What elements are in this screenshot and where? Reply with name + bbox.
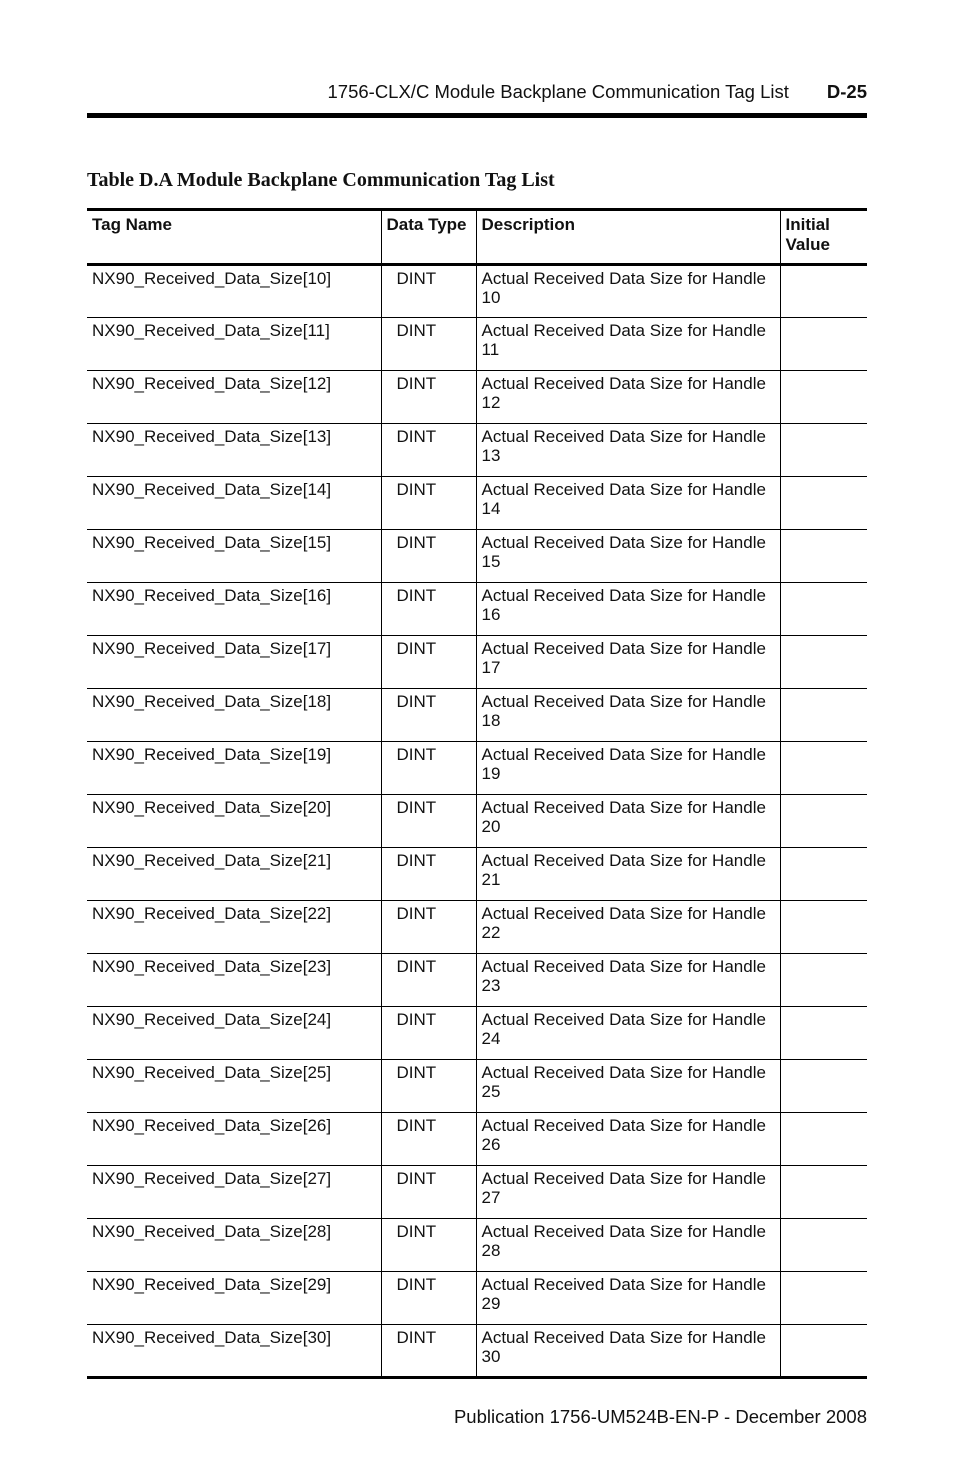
description-cell: Actual Received Data Size for Handle 11 <box>476 318 780 371</box>
initial-value-cell <box>780 530 867 583</box>
tag-name-cell: NX90_Received_Data_Size[16] <box>87 583 381 636</box>
header-title: 1756-CLX/C Module Backplane Communication Tag List <box>327 81 789 102</box>
table-body <box>87 265 867 1378</box>
tag-name-cell: NX90_Received_Data_Size[19] <box>87 742 381 795</box>
tag-name-cell: NX90_Received_Data_Size[13] <box>87 424 381 477</box>
table-caption: Table D.A Module Backplane Communication Tag List <box>87 169 555 191</box>
tag-name-cell: NX90_Received_Data_Size[14] <box>87 477 381 530</box>
data-type-cell: DINT <box>381 742 476 795</box>
data-type-cell: DINT <box>381 371 476 424</box>
tag-name-cell: NX90_Received_Data_Size[29] <box>87 1272 381 1325</box>
data-type-cell: DINT <box>381 1325 476 1378</box>
header-rule <box>87 113 867 118</box>
description-cell: Actual Received Data Size for Handle 26 <box>476 1113 780 1166</box>
data-type-cell: DINT <box>381 477 476 530</box>
description-cell: Actual Received Data Size for Handle 15 <box>476 530 780 583</box>
table-header-row <box>87 210 867 265</box>
tag-name-cell: NX90_Received_Data_Size[15] <box>87 530 381 583</box>
initial-value-cell <box>780 742 867 795</box>
table-row <box>87 318 867 371</box>
tag-name-cell: NX90_Received_Data_Size[27] <box>87 1166 381 1219</box>
initial-value-cell <box>780 371 867 424</box>
data-type-cell: DINT <box>381 530 476 583</box>
initial-value-cell <box>780 1113 867 1166</box>
description-cell: Actual Received Data Size for Handle 12 <box>476 371 780 424</box>
description-cell: Actual Received Data Size for Handle 14 <box>476 477 780 530</box>
page-number: D-25 <box>826 81 867 102</box>
table-row <box>87 1113 867 1166</box>
data-type-cell: DINT <box>381 1272 476 1325</box>
publication-footer: Publication 1756-UM524B-EN-P - December 2008 <box>453 1406 867 1427</box>
data-type-cell: DINT <box>381 1007 476 1060</box>
description-cell: Actual Received Data Size for Handle 28 <box>476 1219 780 1272</box>
data-type-cell: DINT <box>381 265 476 318</box>
data-type-cell: DINT <box>381 583 476 636</box>
initial-value-cell <box>780 901 867 954</box>
tag-name-cell: NX90_Received_Data_Size[20] <box>87 795 381 848</box>
column-header-data-type: Data Type <box>381 210 476 265</box>
description-cell: Actual Received Data Size for Handle 22 <box>476 901 780 954</box>
data-type-cell: DINT <box>381 318 476 371</box>
description-cell: Actual Received Data Size for Handle 10 <box>476 265 780 318</box>
initial-value-cell <box>780 424 867 477</box>
tag-name-cell: NX90_Received_Data_Size[18] <box>87 689 381 742</box>
data-type-cell: DINT <box>381 1219 476 1272</box>
data-type-cell: DINT <box>381 1166 476 1219</box>
column-header-initial-value: Initial Value <box>780 210 867 265</box>
table-row <box>87 636 867 689</box>
initial-value-cell <box>780 636 867 689</box>
description-cell: Actual Received Data Size for Handle 24 <box>476 1007 780 1060</box>
table-row <box>87 371 867 424</box>
initial-value-cell <box>780 583 867 636</box>
table-row <box>87 795 867 848</box>
tag-name-cell: NX90_Received_Data_Size[12] <box>87 371 381 424</box>
initial-value-cell <box>780 954 867 1007</box>
table-row <box>87 1007 867 1060</box>
tag-name-cell: NX90_Received_Data_Size[21] <box>87 848 381 901</box>
data-type-cell: DINT <box>381 795 476 848</box>
data-type-cell: DINT <box>381 424 476 477</box>
description-cell: Actual Received Data Size for Handle 18 <box>476 689 780 742</box>
data-type-cell: DINT <box>381 1060 476 1113</box>
initial-value-cell <box>780 689 867 742</box>
table-row <box>87 424 867 477</box>
initial-value-cell <box>780 1060 867 1113</box>
data-type-cell: DINT <box>381 636 476 689</box>
initial-value-cell <box>780 477 867 530</box>
column-header-tag-name: Tag Name <box>87 210 381 265</box>
description-cell: Actual Received Data Size for Handle 20 <box>476 795 780 848</box>
column-header-description: Description <box>476 210 780 265</box>
data-type-cell: DINT <box>381 689 476 742</box>
table-row <box>87 954 867 1007</box>
initial-value-cell <box>780 1325 867 1378</box>
tag-name-cell: NX90_Received_Data_Size[30] <box>87 1325 381 1378</box>
initial-value-cell <box>780 1166 867 1219</box>
description-cell: Actual Received Data Size for Handle 30 <box>476 1325 780 1378</box>
table-row <box>87 583 867 636</box>
tag-name-cell: NX90_Received_Data_Size[24] <box>87 1007 381 1060</box>
tag-name-cell: NX90_Received_Data_Size[28] <box>87 1219 381 1272</box>
description-cell: Actual Received Data Size for Handle 13 <box>476 424 780 477</box>
table-row <box>87 689 867 742</box>
description-cell: Actual Received Data Size for Handle 23 <box>476 954 780 1007</box>
tag-name-cell: NX90_Received_Data_Size[17] <box>87 636 381 689</box>
tag-name-cell: NX90_Received_Data_Size[11] <box>87 318 381 371</box>
description-cell: Actual Received Data Size for Handle 16 <box>476 583 780 636</box>
initial-value-cell <box>780 795 867 848</box>
table-row <box>87 1272 867 1325</box>
table-row <box>87 742 867 795</box>
data-type-cell: DINT <box>381 901 476 954</box>
tag-name-cell: NX90_Received_Data_Size[23] <box>87 954 381 1007</box>
tag-table <box>87 208 867 1379</box>
table-row <box>87 265 867 318</box>
running-header <box>87 80 867 104</box>
description-cell: Actual Received Data Size for Handle 27 <box>476 1166 780 1219</box>
tag-name-cell: NX90_Received_Data_Size[26] <box>87 1113 381 1166</box>
initial-value-cell <box>780 1219 867 1272</box>
table-row <box>87 901 867 954</box>
table-row <box>87 848 867 901</box>
data-type-cell: DINT <box>381 848 476 901</box>
initial-value-cell <box>780 848 867 901</box>
table-row <box>87 1219 867 1272</box>
initial-value-cell <box>780 265 867 318</box>
tag-name-cell: NX90_Received_Data_Size[10] <box>87 265 381 318</box>
initial-value-cell <box>780 1272 867 1325</box>
table-row <box>87 477 867 530</box>
table-row <box>87 1060 867 1113</box>
table-row <box>87 1166 867 1219</box>
description-cell: Actual Received Data Size for Handle 17 <box>476 636 780 689</box>
description-cell: Actual Received Data Size for Handle 25 <box>476 1060 780 1113</box>
description-cell: Actual Received Data Size for Handle 29 <box>476 1272 780 1325</box>
initial-value-cell <box>780 1007 867 1060</box>
table-row <box>87 1325 867 1378</box>
tag-name-cell: NX90_Received_Data_Size[25] <box>87 1060 381 1113</box>
data-type-cell: DINT <box>381 954 476 1007</box>
initial-value-cell <box>780 318 867 371</box>
table-row <box>87 530 867 583</box>
description-cell: Actual Received Data Size for Handle 21 <box>476 848 780 901</box>
tag-name-cell: NX90_Received_Data_Size[22] <box>87 901 381 954</box>
description-cell: Actual Received Data Size for Handle 19 <box>476 742 780 795</box>
data-type-cell: DINT <box>381 1113 476 1166</box>
